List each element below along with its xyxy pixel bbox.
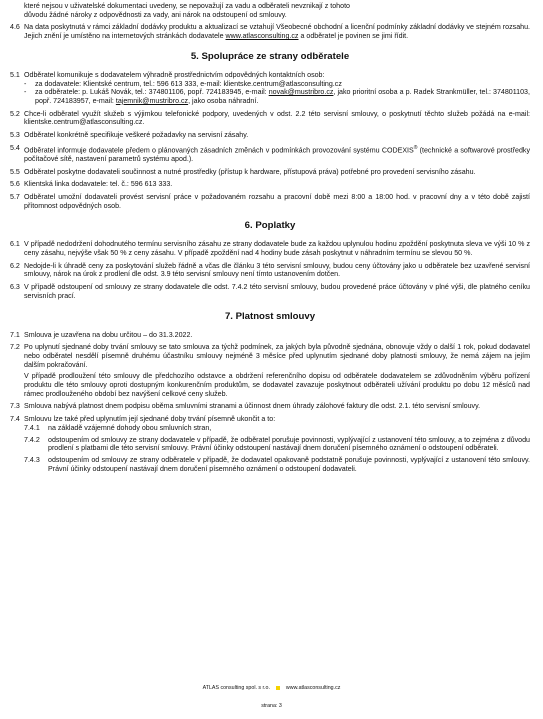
footer-website[interactable]: www.atlasconsulting.cz [285,685,341,691]
clause-text: Nedojde-li k úhradě ceny za poskytování služeb řádně a včas dle článku 3 této servisní smlouvy, budou ceny účtovány jako u odběratele bez uzavřené servisní smlouvy, nárok na úrok z prodlení dle odst. 3.9 této servisní smlouvy není tímto ustanovením dotčen. [24,261,530,279]
contact-text: , jako prioritní osoba a p. Radek Strankmüller, tel.: 374801103, popř. 724183957, e-mail: [35,88,530,105]
page-footer [0,685,543,692]
clause-5-5 [10,168,530,177]
clause-7-3 [10,402,530,411]
clause-number: 7.1 [10,330,20,339]
clause-number: 6.2 [10,261,20,270]
subclause-7-4-1 [10,424,530,433]
clause-text: V případě prodloužení této smlouvy dle předchozího odstavce a obdržení referenčního dopisu od odběratele dodavatelem se zdůvodněním výběru pořízení produktu dle této smlouvy oproti dostupným konkurenčním produktům, se dodavatel zavazuje poskytnout odběrateli užívání produktu po dobu 12 měsíců nad rámec prodlouženého období bez navýšení celkové ceny služeb. [24,372,530,398]
clause-text: Chce-li odběratel využít služeb s výjimkou telefonické podpory, uvedených v odst. 2.2 této servisní smlouvy, o poskytnutí těchto služeb požádá na e-mail: klientske.centrum@atlasconsulting.cz. [24,109,530,127]
clause-text: Odběratel informuje dodavatele předem o plánovaných zásadních změnách v podmínkách provozování systému CODEXIS [24,146,414,155]
clause-5-2 [10,110,530,127]
registered-mark: ® [413,144,418,151]
contact-text: za odběratele: p. Lukáš Novák, tel.: 374801106, popř. 724183945, e-mail: [35,88,267,97]
clause-number: 4.6 [10,23,20,32]
text-line: které nejsou v uživatelské dokumentaci uvedeny, se nepovažují za vadu a odběrateli nevznikají z tohoto [24,2,350,10]
clause-text: Odběratel poskytne dodavateli součinnost a nutné prostředky (přístup k hardware, přístupová práva) potřebné pro provedení servisního zásahu. [24,167,476,176]
clause-text: Po uplynutí sjednané doby trvání smlouvy se tato smlouva za týchž podmínek, za jakých byla původně sjednána, obnovuje vždy o další 1 rok, pokud dodavatel nebo odběratel nesdělí písemně druhému účastníku smlouvy nejméně 3 měsíce před uplynutím sjednané doby platnosti smlouvy, že nemá zájem na jejím dalším pokračování. [24,343,530,369]
contact-text: za dodavatele: Klientské centrum, tel.: 596 613 333, e-mail: klientske.centrum@atlasconsulting.cz [35,79,342,88]
document-body [10,2,530,473]
text-line: důvodu žádné nároky z odpovědnosti za vady, ani nárok na odstoupení od smlouvy. [24,10,287,19]
clause-text: Odběratel konkrétně specifikuje veškeré požadavky na servisní zásahy. [24,131,249,140]
subclause-text: na základě vzájemné dohody obou smluvních stran, [48,423,212,432]
footer-square-icon [276,686,280,690]
clause-number: 7.4 [10,415,20,424]
contact-supplier: - za dodavatele: Klientské centrum, tel.: 596 613 333, e-mail: klientske.centrum@atlasconsulting.cz [10,80,530,89]
clause-text: Smlouva je uzavřena na dobu určitou – do 31.3.2022. [24,330,193,339]
clause-6-1 [10,240,530,257]
clause-number: 5.7 [10,192,20,201]
clause-text: Smlouvu lze také před uplynutím její sjednané doby trvání písemně ukončit a to: [24,415,276,424]
clause-number: 6.3 [10,283,20,292]
clause-5-6 [10,180,530,189]
clause-7-2-second-paragraph [10,372,530,398]
page-number: strana: 3 [261,703,282,709]
clause-5-3 [10,131,530,140]
section-title-5: 5. Spolupráce ze strany odběratele [190,50,350,62]
contact-text: , jako osoba náhradní. [188,96,259,105]
clause-number: 5.5 [10,167,20,176]
clause-number: 5.3 [10,131,20,140]
subclause-number: 7.4.3 [24,455,40,464]
clause-text: V případě nedodržení dohodnutého termínu servisního zásahu ze strany dodavatele bude za každou uplynulou hodinu zpoždění poskytnuta sleva ve výši 10 % z ceny zásahu, nejvýše však 50 % z ceny zásahu. V případě zpoždění nad 4 hodiny bude zásah poskytnut v náhradním termínu se slevou 50 %. [24,240,530,258]
contact-customer: - za odběratele: p. Lukáš Novák, tel.: 374801106, popř. 724183945, e-mail: novak@mustribro.cz, jako prioritní osoba a p. Radek Strankmüller, tel.: 374801103, popř. 724183957, e-mail: tajemnik@mustribro.cz, jako osoba náhradní. [24,88,530,105]
clause-text: Klientská linka dodavatele: tel. č.: 596 613 333. [24,180,173,189]
clause-6-2 [10,262,530,279]
clause-number: 5.2 [10,109,20,118]
clause-5-1 [10,71,530,80]
subclause-number: 7.4.2 [24,435,40,444]
website-link[interactable]: www.atlasconsulting.cz [225,32,299,41]
subclause-number: 7.4.1 [24,423,40,432]
section-title-6: 6. Poplatky [244,220,296,232]
clause-4-6 [10,23,530,40]
subclause-7-4-3 [10,456,530,473]
email-link-tajemnik[interactable]: tajemnik@mustribro.cz [115,96,189,105]
clause-number: 5.4 [10,143,20,152]
clause-number: 6.1 [10,240,20,249]
footer-company: ATLAS consulting spol. s r.o. [202,685,270,691]
clause-text-tail: a odběratel je povinen se jimi řídit. [300,32,409,41]
subclause-text: odstoupením od smlouvy ze strany odběratele v případě, že dodavatel opakovaně podstatně porušuje povinnosti, vyplývající z ustanovení této smlouvy. Právní účinky odstoupení nastávají dnem doručení písemného oznámení o odstoupení dodavateli. [48,455,530,473]
clause-text: Odběratel komunikuje s dodavatelem výhradně prostřednictvím odpovědných kontaktních osob: [24,70,325,79]
continued-paragraph [10,2,530,19]
clause-7-1 [10,331,530,340]
clause-6-3 [10,283,530,300]
clause-5-7 [10,193,530,210]
email-link-novak[interactable]: novak@mustribro.cz [268,88,334,97]
clause-5-4 [10,144,530,164]
clause-number: 5.6 [10,180,20,189]
clause-number: 7.2 [10,343,20,352]
clause-7-2 [10,343,530,369]
clause-text: Smlouva nabývá platnost dnem podpisu oběma smluvními stranami a účinnost dnem úhrady zálohové faktury dle odst. 2.1. této servisní smlouvy. [24,402,481,411]
subclause-7-4-2 [10,436,530,453]
clause-text: V případě odstoupení od smlouvy ze strany dodavatele dle odst. 7.4.2 této servisní smlouvy, budou provedené práce účtovány v plné výši, dle platného ceníku servisních prací. [24,283,530,300]
clause-7-4 [10,415,530,424]
section-title-7: 7. Platnost smlouvy [224,310,316,322]
clause-text: Na data poskytnutá v rámci základní dodávky produktu a aktualizací se vztahují Všeobecné obchodní a licenční podmínky základní dodávky ve stejném rozsahu. Jejich znění je umístěno na internetových stránkách dodavatele [24,23,530,41]
clause-number: 7.3 [10,402,20,411]
subclause-text: odstoupením od smlouvy ze strany dodavatele v případě, že odběratel porušuje povinnosti, vyplývající z ustanovení této smlouvy, a to zejména z důvodu prodlení s platbami dle této servisní smlouvy. Právní účinky odstoupení nastávají dnem doručení písemného oznámení o odstoupení odběrateli. [48,435,530,453]
clause-number: 5.1 [10,70,20,79]
clause-text: (technické a softwarové prostředky počítačové sítě, nastavení parametrů systému apod.). [24,146,530,163]
clause-text: Odběratel umožní dodavateli provést servisní práce v požadovaném rozsahu a pracovní době mezi 8:00 a 18:00 hod. v pracovní dny a v této době zajistí přítomnost odpovědných osob. [24,192,530,210]
